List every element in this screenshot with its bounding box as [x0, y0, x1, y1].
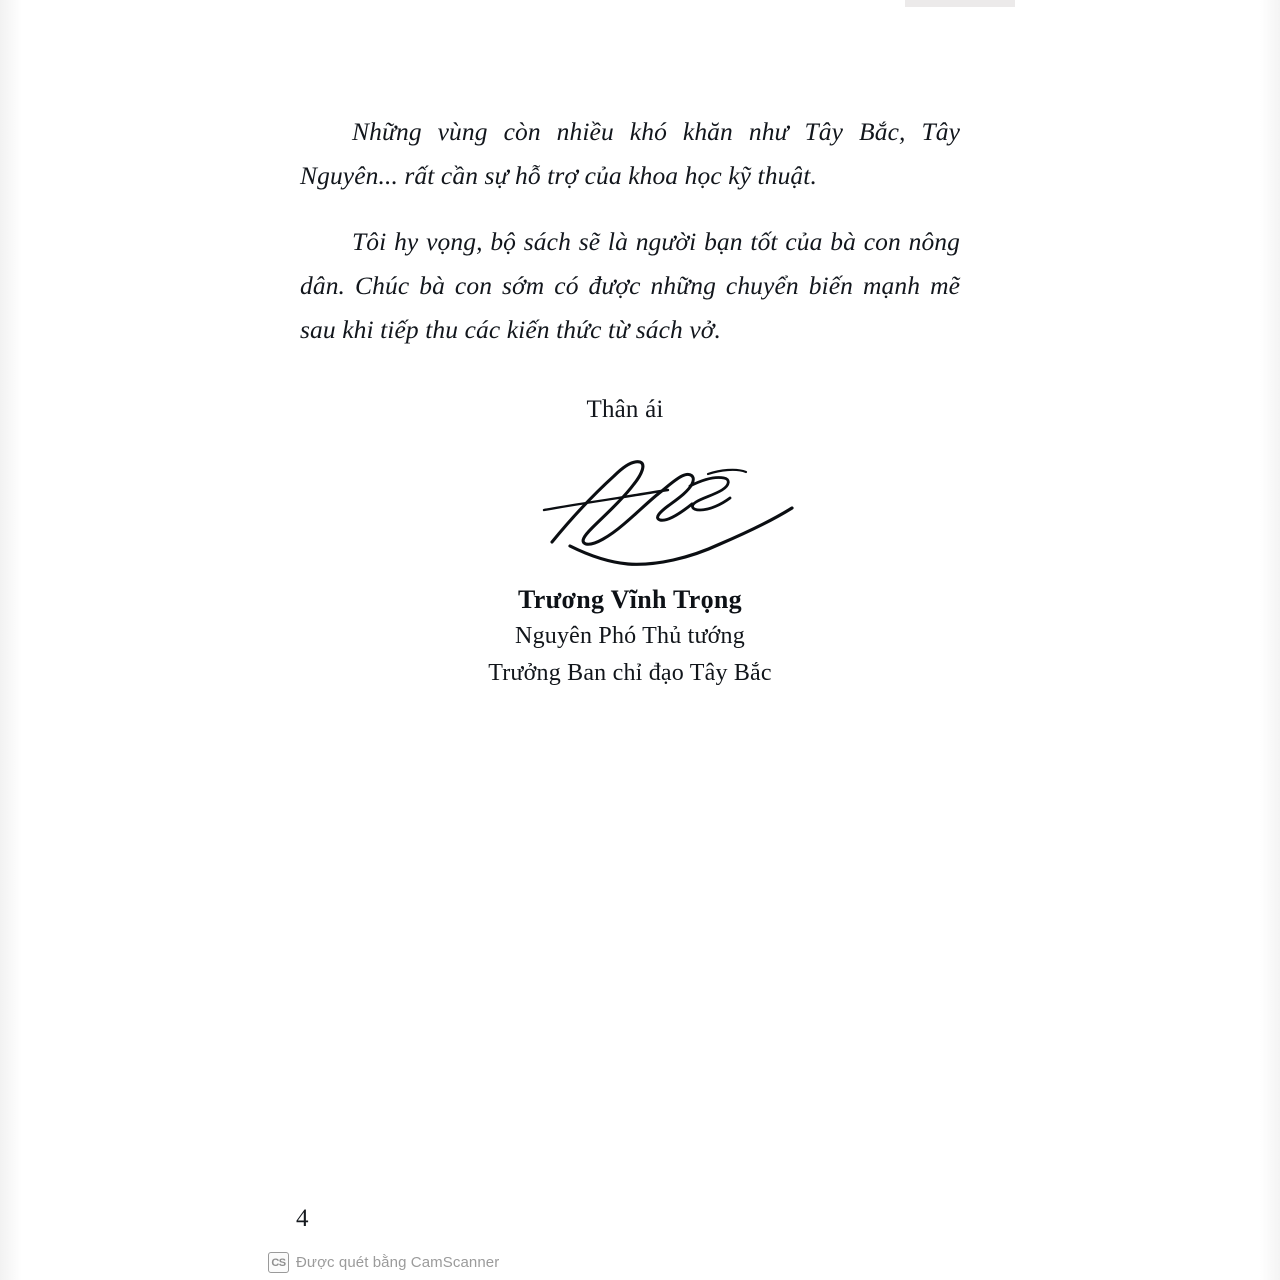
- scan-edge-right: [1260, 0, 1280, 1280]
- body-paragraph-2: Tôi hy vọng, bộ sách sẽ là người bạn tốt của bà con nông dân. Chúc bà con sớm có được những chuyển biến mạnh mẽ sau khi tiếp thu các kiến thức từ sách vở.: [300, 227, 960, 344]
- signer-title-line-2: Trưởng Ban chỉ đạo Tây Bắc: [488, 660, 772, 686]
- signature-block: [300, 432, 960, 686]
- signer-name: Trương Vĩnh Trọng: [518, 585, 742, 614]
- signer-info: [300, 582, 960, 692]
- camscanner-watermark-text: Được quét bằng CamScanner: [296, 1254, 500, 1271]
- page-number: 4: [296, 1205, 309, 1232]
- camscanner-badge-icon: CS: [268, 1252, 289, 1273]
- scan-edge-left: [0, 0, 22, 1280]
- signer-title-line-1: Nguyên Phó Thủ tướng: [515, 623, 745, 649]
- handwritten-signature-icon: [540, 450, 830, 590]
- camscanner-watermark: [268, 1252, 499, 1273]
- page-content: [300, 110, 960, 686]
- body-paragraph-1: Những vùng còn nhiều khó khăn như Tây Bắc, Tây Nguyên... rất cần sự hỗ trợ của khoa học kỹ thuật.: [300, 117, 960, 190]
- scan-top-artifact: [905, 0, 1015, 7]
- closing-salutation: Thân ái: [586, 396, 664, 423]
